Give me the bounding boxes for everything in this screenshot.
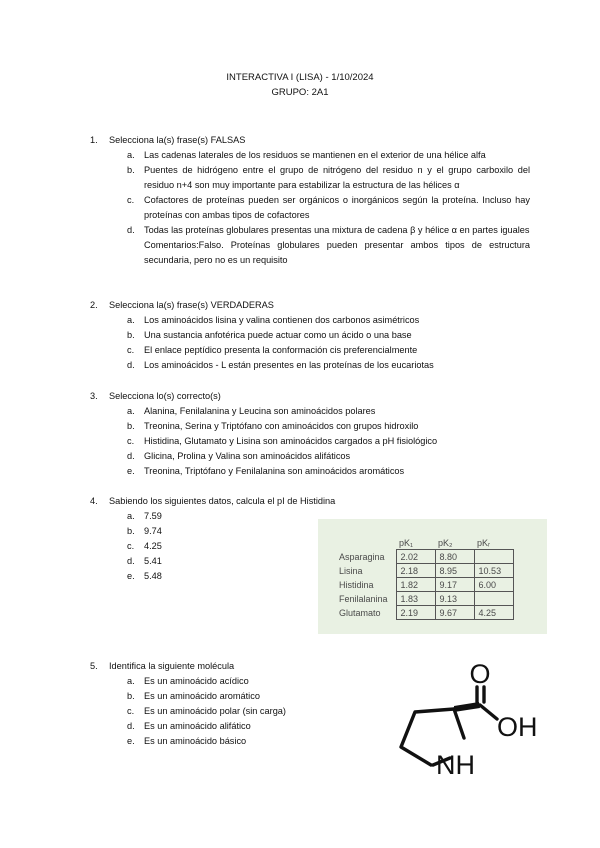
pk1-value: 2.19 <box>396 606 435 620</box>
pkr-header: pKᵣ <box>477 537 491 548</box>
pk2-value: 8.80 <box>435 550 474 564</box>
question-title: Selecciona lo(s) correcto(s) <box>109 391 221 401</box>
pk1-value: 2.18 <box>396 564 435 578</box>
proline-molecule <box>376 655 556 785</box>
option-c[interactable]: c. Cofactores de proteínas pueden ser orgánicos o inorgánicos según la proteína. Incluso hay proteínas con ambas tipos de cofactores <box>127 195 530 220</box>
option-a[interactable]: a. 7.59 <box>127 511 162 521</box>
question-2 <box>90 298 530 373</box>
option-a[interactable]: a. Es un aminoácido acídico <box>127 676 249 686</box>
pk2-value: 9.67 <box>435 606 474 620</box>
option-d[interactable]: d. Es un aminoácido alifático <box>127 721 251 731</box>
question-title: Identifica la siguiente molécula <box>109 661 235 671</box>
option-d[interactable]: d. Todas las proteínas globulares presentas una mixtura de cadena β y hélice α en partes iguales <box>127 225 530 235</box>
pk2-value: 9.13 <box>435 592 474 606</box>
oxygen-label: O <box>469 659 491 689</box>
pkr-value: 4.25 <box>474 606 513 620</box>
pkr-value <box>474 592 513 606</box>
question-number: 5. <box>90 661 98 671</box>
pk-table-header-row <box>336 536 513 550</box>
option-e[interactable]: e. Es un aminoácido básico <box>127 736 247 746</box>
option-d[interactable]: d. 5.41 <box>127 556 162 566</box>
hydroxyl-label: OH <box>497 712 538 742</box>
option-b[interactable]: b. Puentes de hidrógeno entre el grupo de nitrógeno del residuo n y el grupo carboxilo del residuo n+4 son muy importante para estabilizar la estructura de las hélices α <box>127 165 530 190</box>
pk2-value: 9.17 <box>435 578 474 592</box>
option-c[interactable]: c. 4.25 <box>127 541 162 551</box>
pkr-value: 10.53 <box>474 564 513 578</box>
option-a[interactable]: a. Alanina, Fenilalanina y Leucina son aminoácidos polares <box>127 406 376 416</box>
amino-acid-name: Lisina <box>339 565 363 576</box>
table-row <box>336 550 513 564</box>
option-e[interactable]: e. Treonina, Triptófano y Fenilalanina son aminoácidos aromáticos <box>127 466 405 476</box>
pk1-header: pK₁ <box>399 537 414 548</box>
question-title: Sabiendo los siguientes datos, calcula el pI de Histidina <box>109 496 336 506</box>
question-number: 3. <box>90 391 98 401</box>
pk1-value: 1.83 <box>396 592 435 606</box>
amino-acid-name: Asparagina <box>339 551 385 562</box>
pk-table <box>336 536 514 620</box>
option-b[interactable]: b. Treonina, Serina y Triptófano con aminoácidos con grupos hidroxilo <box>127 421 419 431</box>
pk-table-figure <box>318 519 547 634</box>
amino-acid-name: Glutamato <box>339 607 381 618</box>
table-row <box>336 592 513 606</box>
option-c[interactable]: c. Es un aminoácido polar (sin carga) <box>127 706 286 716</box>
question-number: 4. <box>90 496 98 506</box>
question-3 <box>90 389 530 479</box>
pk2-header: pK₂ <box>438 537 453 548</box>
table-row <box>336 564 513 578</box>
answer-comment: Comentarios:Falso. Proteínas globulares pueden presentar ambos tipos de estructura secundaria, pero no es un requisito <box>144 240 530 265</box>
options-list <box>90 313 530 373</box>
pkr-value: 6.00 <box>474 578 513 592</box>
question-title: Selecciona la(s) frase(s) FALSAS <box>109 135 246 145</box>
amino-acid-name: Histidina <box>339 579 374 590</box>
wedge-bond <box>454 702 480 712</box>
ring-bond-ca-n <box>454 709 464 738</box>
option-b[interactable]: b. Una sustancia anfotérica puede actuar como un ácido o una base <box>127 330 412 340</box>
option-b[interactable]: b. Es un aminoácido aromático <box>127 691 260 701</box>
amine-label: NH <box>436 750 475 780</box>
question-title: Selecciona la(s) frase(s) VERDADERAS <box>109 300 274 310</box>
options-list <box>90 148 530 238</box>
option-d[interactable]: d. Glicina, Prolina y Valina son aminoácidos alifáticos <box>127 451 351 461</box>
option-c[interactable]: c. Histidina, Glutamato y Lisina son aminoácidos cargados a pH fisiológico <box>127 436 438 446</box>
option-e[interactable]: e. 5.48 <box>127 571 162 581</box>
table-row <box>336 606 513 620</box>
pk1-value: 2.02 <box>396 550 435 564</box>
amino-acid-name: Fenilalanina <box>339 593 388 604</box>
bond-c-oh <box>480 705 497 719</box>
question-number: 2. <box>90 300 98 310</box>
option-a[interactable]: a. Los aminoácidos lisina y valina contienen dos carbonos asimétricos <box>127 315 420 325</box>
table-row <box>336 578 513 592</box>
document-title: INTERACTIVA I (LISA) - 1/10/2024 <box>226 72 374 83</box>
pk1-value: 1.82 <box>396 578 435 592</box>
pk2-value: 8.95 <box>435 564 474 578</box>
option-b[interactable]: b. 9.74 <box>127 526 162 536</box>
question-1 <box>90 133 530 268</box>
question-number: 1. <box>90 135 98 145</box>
group-label: GRUPO: 2A1 <box>271 87 329 98</box>
option-a[interactable]: a. Las cadenas laterales de los residuos se mantienen en el exterior de una hélice alfa <box>127 150 486 160</box>
pkr-value <box>474 550 513 564</box>
options-list <box>90 404 530 479</box>
option-c[interactable]: c. El enlace peptídico presenta la conformación cis preferencialmente <box>127 345 418 355</box>
option-d[interactable]: d. Los aminoácidos - L están presentes en las proteínas de los eucariotas <box>127 360 434 370</box>
